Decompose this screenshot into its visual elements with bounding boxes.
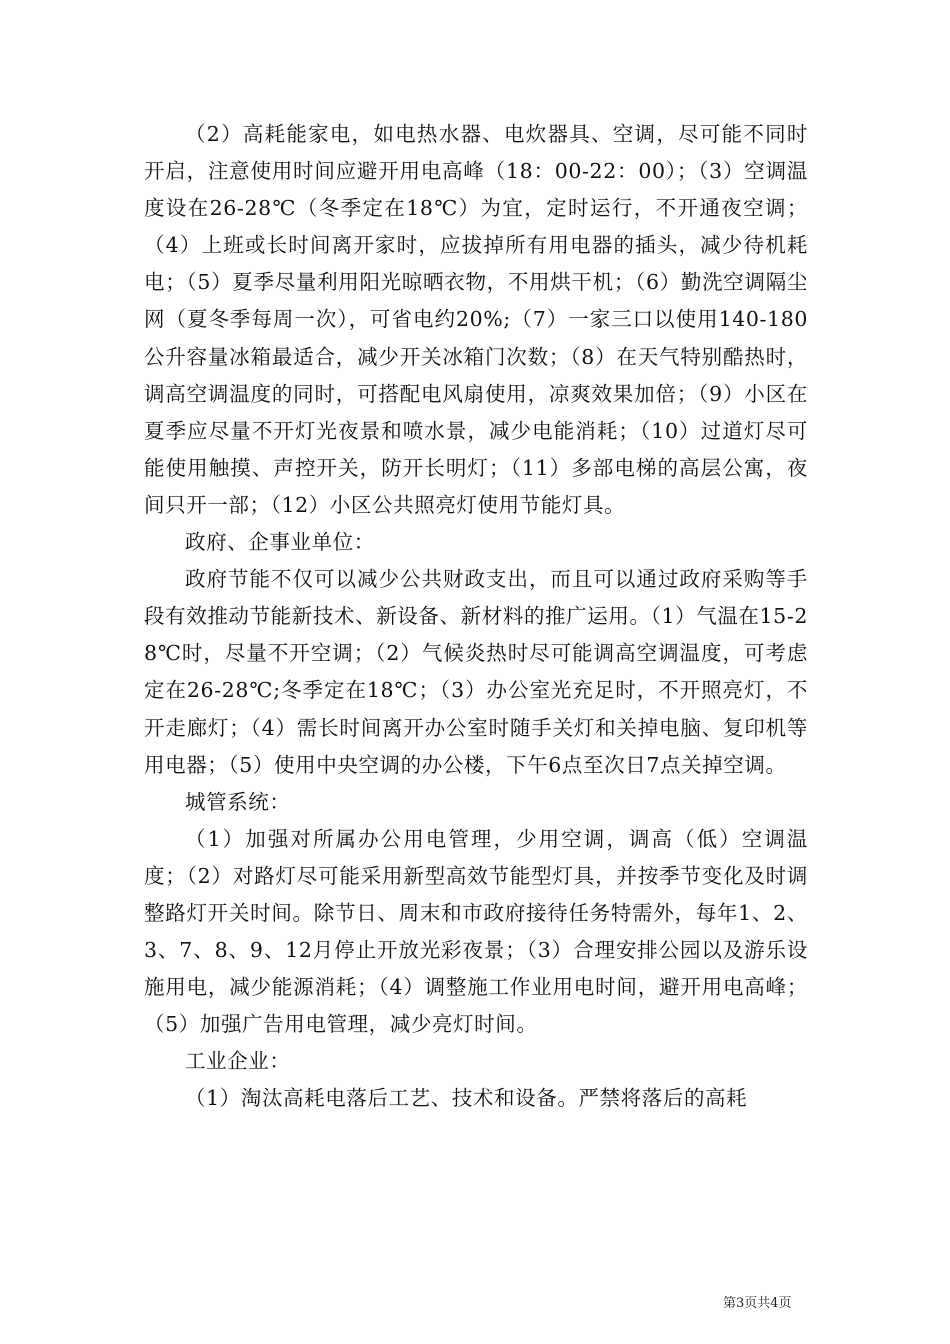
- paragraph-urban-management: （1）加强对所属办公用电管理，少用空调，调高（低）空调温度；（2）对路灯尽可能采用新型高效节能型灯具，并按季节变化及时调整路灯开关时间。除节日、周末和市政府接待任务特需外，每年1、2、3、7、8、9、12月停止开放光彩夜景；（3）合理安排公园以及游乐设施用电，减少能源消耗；（4）调整施工作业用电时间，避开用电高峰；（5）加强广告用电管理，减少亮灯时间。: [144, 826, 808, 1037]
- paragraph-industry: （1）淘汰高耗电落后工艺、技术和设备。严禁将落后的高耗: [185, 1086, 748, 1111]
- section-heading-industry: 工业企业：: [185, 1049, 291, 1074]
- page-number-footer: 第3页共4页: [723, 1296, 792, 1311]
- document-body: [144, 116, 808, 1118]
- section-heading-government: 政府、企事业单位：: [185, 530, 375, 555]
- section-heading-urban-management: 城管系统：: [185, 789, 291, 814]
- paragraph-government: 政府节能不仅可以减少公共财政支出，而且可以通过政府采购等手段有效推动节能新技术、新设备、新材料的推广运用。（1）气温在15-28℃时，尽量不开空调；（2）气候炎热时尽可能调高空调温度，可考虑定在26-28℃;冬季定在18℃；（3）办公室光充足时，不开照亮灯，不开走廊灯；（4）需长时间离开办公室时随手关灯和关掉电脑、复印机等用电器；（5）使用中央空调的办公楼，下午6点至次日7点关掉空调。: [144, 567, 808, 777]
- paragraph-household-tips: （2）高耗能家电，如电热水器、电炊器具、空调，尽可能不同时开启，注意使用时间应避开用电高峰（18：00-22：00）；（3）空调温度设在26-28℃（冬季定在18℃）为宜，定时运行，不开通夜空调；（4）上班或长时间离开家时，应拔掉所有用电器的插头，减少待机耗电；（5）夏季尽量利用阳光晾晒衣物，不用烘干机；（6）勤洗空调隔尘网（夏冬季每周一次），可省电约20%;（7）一家三口以使用140-180公升容量冰箱最适合，减少开关冰箱门次数；（8）在天气特别酷热时，调高空调温度的同时，可搭配电风扇使用，凉爽效果加倍；（9）小区在夏季应尽量不开灯光夜景和喷水景，减少电能消耗；（10）过道灯尽可能使用触摸、声控开关，防开长明灯；（11）多部电梯的高层公寓，夜间只开一部；（12）小区公共照亮灯使用节能灯具。: [144, 122, 808, 517]
